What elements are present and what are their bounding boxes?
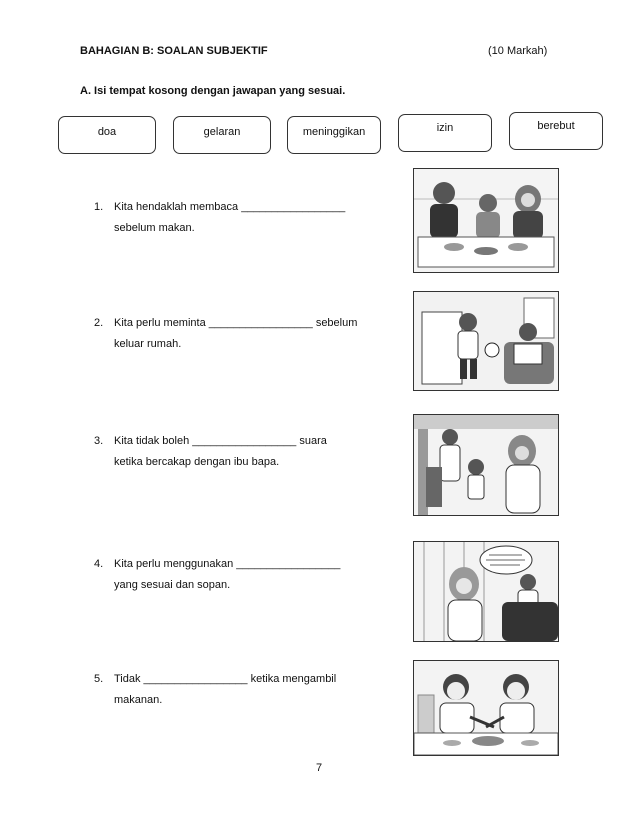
- boy-with-ball-and-father-reading-illustration: [413, 291, 559, 391]
- question-line-1: Kita perlu menggunakan _________________: [114, 558, 341, 570]
- question-2: [94, 313, 357, 355]
- word-label: berebut: [537, 120, 575, 132]
- question-number: 2.: [94, 317, 104, 329]
- question-line-1: Tidak _________________ ketika mengambil: [114, 673, 337, 685]
- word-box-berebut: [509, 112, 603, 150]
- word-label: gelaran: [203, 126, 241, 138]
- marks-label: (10 Markah): [488, 45, 548, 57]
- question-number: 1.: [94, 201, 104, 213]
- word-label: doa: [97, 126, 117, 138]
- question-number: 5.: [94, 673, 104, 685]
- question-line-2: sebelum makan.: [114, 222, 195, 234]
- word-label: meninggikan: [302, 126, 366, 138]
- question-line-2: yang sesuai dan sopan.: [114, 579, 231, 591]
- girl-and-boy-speech-bubble-illustration: [413, 541, 559, 642]
- word-box-meninggikan: [287, 116, 381, 154]
- question-line-2: ketika bercakap dengan ibu bapa.: [114, 456, 280, 468]
- two-boys-grabbing-food-illustration: [413, 660, 559, 756]
- word-label: izin: [436, 122, 454, 134]
- question-1: [94, 197, 345, 239]
- question-number: 3.: [94, 435, 104, 447]
- word-box-izin: [398, 114, 492, 152]
- question-4: [94, 554, 340, 596]
- question-line-1: Kita tidak boleh _________________ suara: [114, 435, 327, 447]
- question-5: [94, 669, 336, 711]
- question-line-2: keluar rumah.: [114, 338, 182, 350]
- child-talking-to-parents-illustration: [413, 414, 559, 516]
- family-praying-at-meal-illustration: [413, 168, 559, 273]
- question-number: 4.: [94, 558, 104, 570]
- instruction-text: A. Isi tempat kosong dengan jawapan yang sesuai.: [80, 85, 346, 97]
- word-box-doa: [58, 116, 156, 154]
- question-line-1: Kita hendaklah membaca _________________: [114, 201, 346, 213]
- page-number: 7: [316, 762, 323, 774]
- question-line-1: Kita perlu meminta _________________ sebelum: [114, 317, 358, 329]
- question-line-2: makanan.: [114, 694, 163, 706]
- section-title: BAHAGIAN B: SOALAN SUBJEKTIF: [80, 45, 268, 57]
- word-box-gelaran: [173, 116, 271, 154]
- question-3: [94, 431, 327, 473]
